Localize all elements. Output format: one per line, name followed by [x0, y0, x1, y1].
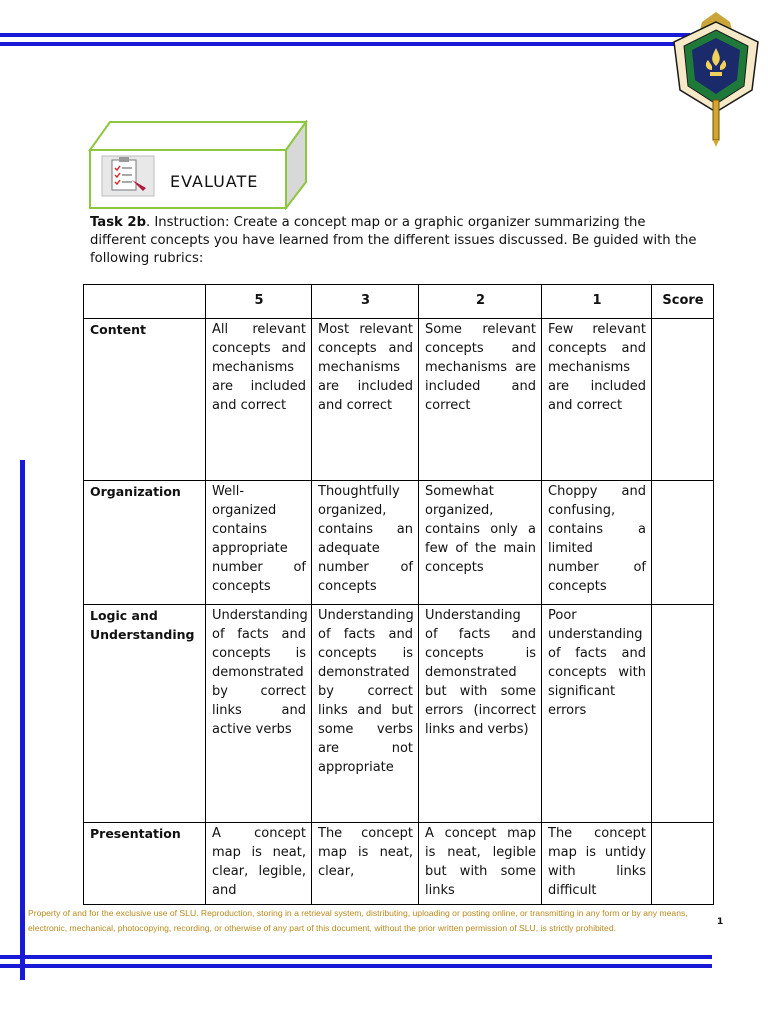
criterion-content: Content — [84, 319, 206, 481]
clipboard-checklist-icon — [102, 156, 154, 196]
header-rule-top — [0, 33, 690, 37]
task-instruction — [90, 214, 702, 268]
rubric-cell: Understanding of facts and concepts is demonstrated but with some errors (incorrect links and verbs) — [419, 605, 542, 823]
rubric-cell: Few relevant concepts and mechanisms are included and correct — [542, 319, 652, 481]
score-cell — [652, 481, 714, 605]
task-label: Task 2b — [90, 215, 147, 230]
rubric-cell: Choppy and confusing, contains a limited number of concepts — [542, 481, 652, 605]
table-row — [84, 319, 714, 481]
rubric-cell: A concept map is neat, clear, legible, and — [206, 823, 312, 905]
evaluate-box — [88, 120, 308, 210]
rubric-cell: Understanding of facts and concepts is demonstrated by correct links and active verbs — [206, 605, 312, 823]
criterion-organization: Organization — [84, 481, 206, 605]
footer-rule-top — [0, 955, 712, 959]
rubric-cell: Poor understanding of facts and concepts with significant errors — [542, 605, 652, 823]
header-score-2: 2 — [419, 285, 542, 319]
section-label-evaluate: EVALUATE — [170, 172, 259, 191]
rubric-cell: Most relevant concepts and mechanisms are included and correct — [312, 319, 419, 481]
header-score: Score — [652, 285, 714, 319]
rubric-cell: Understanding of facts and concepts is demonstrated by correct links and but some verbs are not appropriate — [312, 605, 419, 823]
rubric-cell: Well-organized contains appropriate number of concepts — [206, 481, 312, 605]
rubric-cell: The concept map is untidy with links difficult — [542, 823, 652, 905]
header-rule-bottom — [0, 42, 690, 46]
task-text: . Instruction: Create a concept map or a graphic organizer summarizing the different concepts you have learned from the different issues discussed. Be guided with the following rubrics: — [90, 215, 697, 266]
score-cell — [652, 605, 714, 823]
criterion-presentation: Presentation — [84, 823, 206, 905]
rubric-cell: All relevant concepts and mechanisms are included and correct — [206, 319, 312, 481]
university-seal-icon — [670, 8, 762, 148]
rubric-cell: A concept map is neat, legible but with some links — [419, 823, 542, 905]
rubric-cell: Somewhat organized, contains only a few of the main concepts — [419, 481, 542, 605]
rubric-table — [83, 284, 714, 905]
footer-rule-bottom — [0, 964, 712, 968]
page-number: 1 — [717, 917, 724, 927]
rubric-header-row — [84, 285, 714, 319]
table-row — [84, 823, 714, 905]
score-cell — [652, 823, 714, 905]
header-score-1: 1 — [542, 285, 652, 319]
table-row — [84, 481, 714, 605]
header-score-5: 5 — [206, 285, 312, 319]
score-cell — [652, 319, 714, 481]
header-score-3: 3 — [312, 285, 419, 319]
rubric-cell: Some relevant concepts and mechanisms are included and correct — [419, 319, 542, 481]
criterion-logic: Logic and Understanding — [84, 605, 206, 823]
rubric-cell: Thoughtfully organized, contains an adequate number of concepts — [312, 481, 419, 605]
table-row — [84, 605, 714, 823]
header-criterion — [84, 285, 206, 319]
copyright-notice: Property of and for the exclusive use of SLU. Reproduction, storing in a retrieval system, distributing, uploading or posting online, or transmitting in any form or by any means, electronic, mechanical, photocopying, recording, or otherwise of any part of this document, without the prior written permission of SLU, is strictly prohibited. — [28, 908, 688, 933]
rubric-cell: The concept map is neat, clear, — [312, 823, 419, 905]
left-margin-rule — [20, 460, 25, 980]
